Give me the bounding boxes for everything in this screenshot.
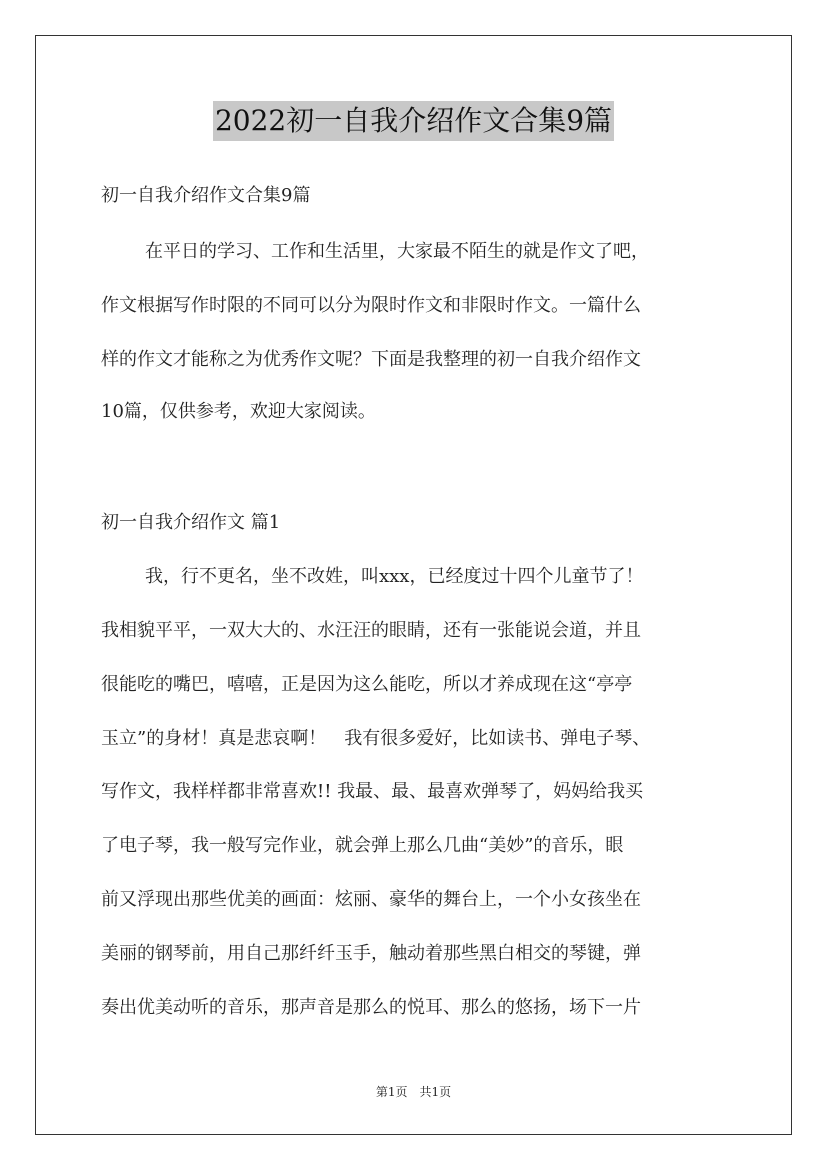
section-heading: 初一自我介绍作文 篇1 bbox=[101, 512, 281, 533]
body-line: 我相貌平平，一双大大的、水汪汪的眼睛，还有一张能说会道，并且 bbox=[101, 620, 641, 641]
body-line: 美丽的钢琴前，用自己那纤纤玉手，触动着那些黑白相交的琴键，弹 bbox=[101, 943, 641, 964]
page-footer: 第1页 共1页 bbox=[375, 1085, 452, 1099]
body-line: 我，行不更名，坐不改姓，叫xxx，已经度过十四个儿童节了！ bbox=[145, 566, 644, 587]
body-line: 很能吃的嘴巴，嘻嘻，正是因为这么能吃，所以才养成现在这“亭亭 bbox=[101, 674, 633, 695]
intro-line: 10篇，仅供参考，欢迎大家阅读。 bbox=[101, 401, 376, 422]
body-line: 写作文，我样样都非常喜欢!! 我最、最、最喜欢弹琴了，妈妈给我买 bbox=[101, 781, 644, 802]
intro-line: 样的作文才能称之为优秀作文呢？下面是我整理的初一自我介绍作文 bbox=[101, 349, 641, 370]
intro-line: 在平日的学习、工作和生活里，大家最不陌生的就是作文了吧， bbox=[145, 241, 649, 262]
intro-line: 作文根据写作时限的不同可以分为限时作文和非限时作文。一篇什么 bbox=[101, 295, 641, 316]
document-title: 2022初一自我介绍作文合集9篇 bbox=[213, 101, 614, 141]
body-line: 奏出优美动听的音乐，那声音是那么的悦耳、那么的悠扬，场下一片 bbox=[101, 997, 641, 1018]
body-line: 玉立”的身材！真是悲哀啊！ 我有很多爱好，比如读书、弹电子琴、 bbox=[101, 728, 651, 749]
body-line: 了电子琴，我一般写完作业，就会弹上那么几曲“美妙”的音乐，眼 bbox=[101, 835, 624, 856]
body-line: 前又浮现出那些优美的画面：炫丽、豪华的舞台上，一个小女孩坐在 bbox=[101, 889, 641, 910]
document-subtitle: 初一自我介绍作文合集9篇 bbox=[101, 185, 311, 206]
